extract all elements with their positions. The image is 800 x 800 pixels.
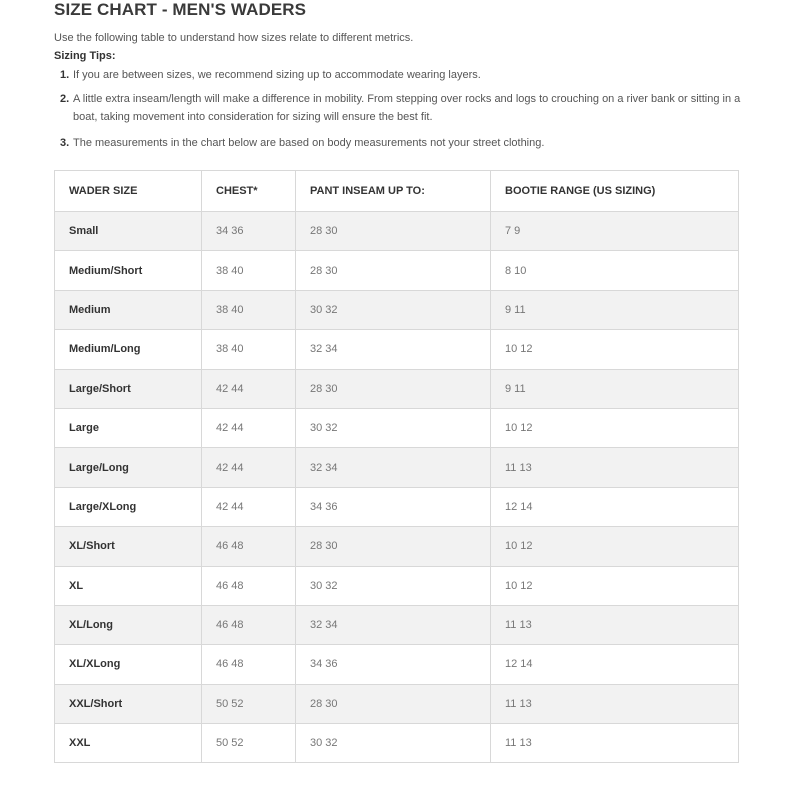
wader-size-cell: Medium	[55, 290, 202, 329]
wader-size-cell: XL/Short	[55, 527, 202, 566]
table-row	[55, 527, 739, 566]
wader-size-cell: XL/XLong	[55, 645, 202, 684]
inseam-cell: 28 30	[296, 527, 491, 566]
page-title: SIZE CHART - MEN'S WADERS	[54, 0, 307, 19]
bootie-range-cell: 11 13	[491, 605, 739, 644]
inseam-cell: 30 32	[296, 724, 491, 763]
inseam-cell: 32 34	[296, 330, 491, 369]
chest-cell: 38 40	[202, 251, 296, 290]
size-chart-page	[54, 0, 744, 152]
sizing-tip	[54, 66, 744, 84]
chest-cell: 34 36	[202, 212, 296, 251]
tip-text: If you are between sizes, we recommend sizing up to accommodate wearing layers.	[73, 69, 481, 81]
wader-size-cell: Medium/Short	[55, 251, 202, 290]
bootie-range-cell: 11 13	[491, 448, 739, 487]
inseam-cell: 34 36	[296, 645, 491, 684]
bootie-range-cell: 7 9	[491, 212, 739, 251]
wader-size-cell: XL/Long	[55, 605, 202, 644]
chest-cell: 50 52	[202, 684, 296, 723]
inseam-cell: 28 30	[296, 684, 491, 723]
table-row	[55, 487, 739, 526]
wader-size-cell: Large/XLong	[55, 487, 202, 526]
inseam-cell: 28 30	[296, 369, 491, 408]
tip-number: 3.	[60, 137, 70, 149]
chest-cell: 38 40	[202, 290, 296, 329]
chest-cell: 46 48	[202, 645, 296, 684]
header-chest: CHEST*	[202, 171, 296, 212]
inseam-cell: 32 34	[296, 448, 491, 487]
table-header-row	[55, 171, 739, 212]
inseam-cell: 34 36	[296, 487, 491, 526]
table-row	[55, 684, 739, 723]
bootie-range-cell: 12 14	[491, 645, 739, 684]
table-row	[55, 448, 739, 487]
table-row	[55, 290, 739, 329]
chest-cell: 46 48	[202, 605, 296, 644]
table-row	[55, 645, 739, 684]
bootie-range-cell: 9 11	[491, 290, 739, 329]
bootie-range-cell: 11 13	[491, 724, 739, 763]
table-row	[55, 566, 739, 605]
header-bootie-range: BOOTIE RANGE (US SIZING)	[491, 171, 739, 212]
inseam-cell: 30 32	[296, 408, 491, 447]
table-row	[55, 605, 739, 644]
tip-text: A little extra inseam/length will make a difference in mobility. From stepping over rocks and logs to crouching on a river bank or sitting in a boat, taking movement into consideration for sizing will ensure the best fit.	[73, 93, 741, 123]
chest-cell: 50 52	[202, 724, 296, 763]
table-row	[55, 369, 739, 408]
wader-size-cell: XL	[55, 566, 202, 605]
bootie-range-cell: 12 14	[491, 487, 739, 526]
table-row	[55, 408, 739, 447]
chest-cell: 42 44	[202, 369, 296, 408]
bootie-range-cell: 10 12	[491, 330, 739, 369]
inseam-cell: 30 32	[296, 566, 491, 605]
intro-text: Use the following table to understand how sizes relate to different metrics.	[54, 32, 414, 44]
wader-size-cell: Large	[55, 408, 202, 447]
bootie-range-cell: 9 11	[491, 369, 739, 408]
bootie-range-cell: 10 12	[491, 408, 739, 447]
tip-number: 2.	[60, 93, 70, 105]
sizing-tips-list	[54, 66, 744, 152]
chest-cell: 46 48	[202, 566, 296, 605]
sizing-tip	[54, 90, 744, 126]
sizing-tips-heading: Sizing Tips:	[54, 50, 116, 62]
table-row	[55, 251, 739, 290]
table-row	[55, 212, 739, 251]
wader-size-cell: Small	[55, 212, 202, 251]
size-table-body	[55, 212, 739, 763]
bootie-range-cell: 10 12	[491, 527, 739, 566]
size-chart-table	[54, 170, 739, 763]
inseam-cell: 30 32	[296, 290, 491, 329]
wader-size-cell: Large/Short	[55, 369, 202, 408]
inseam-cell: 28 30	[296, 212, 491, 251]
wader-size-cell: Large/Long	[55, 448, 202, 487]
chest-cell: 42 44	[202, 448, 296, 487]
table-row	[55, 330, 739, 369]
bootie-range-cell: 11 13	[491, 684, 739, 723]
chest-cell: 42 44	[202, 408, 296, 447]
bootie-range-cell: 8 10	[491, 251, 739, 290]
chest-cell: 38 40	[202, 330, 296, 369]
bootie-range-cell: 10 12	[491, 566, 739, 605]
wader-size-cell: XXL	[55, 724, 202, 763]
table-row	[55, 724, 739, 763]
tip-number: 1.	[60, 69, 70, 81]
tip-text: The measurements in the chart below are based on body measurements not your street clothing.	[73, 137, 545, 149]
chest-cell: 42 44	[202, 487, 296, 526]
chest-cell: 46 48	[202, 527, 296, 566]
inseam-cell: 28 30	[296, 251, 491, 290]
header-pant-inseam: PANT INSEAM UP TO:	[296, 171, 491, 212]
wader-size-cell: XXL/Short	[55, 684, 202, 723]
wader-size-cell: Medium/Long	[55, 330, 202, 369]
header-wader-size: WADER SIZE	[55, 171, 202, 212]
sizing-tip	[54, 134, 744, 152]
inseam-cell: 32 34	[296, 605, 491, 644]
